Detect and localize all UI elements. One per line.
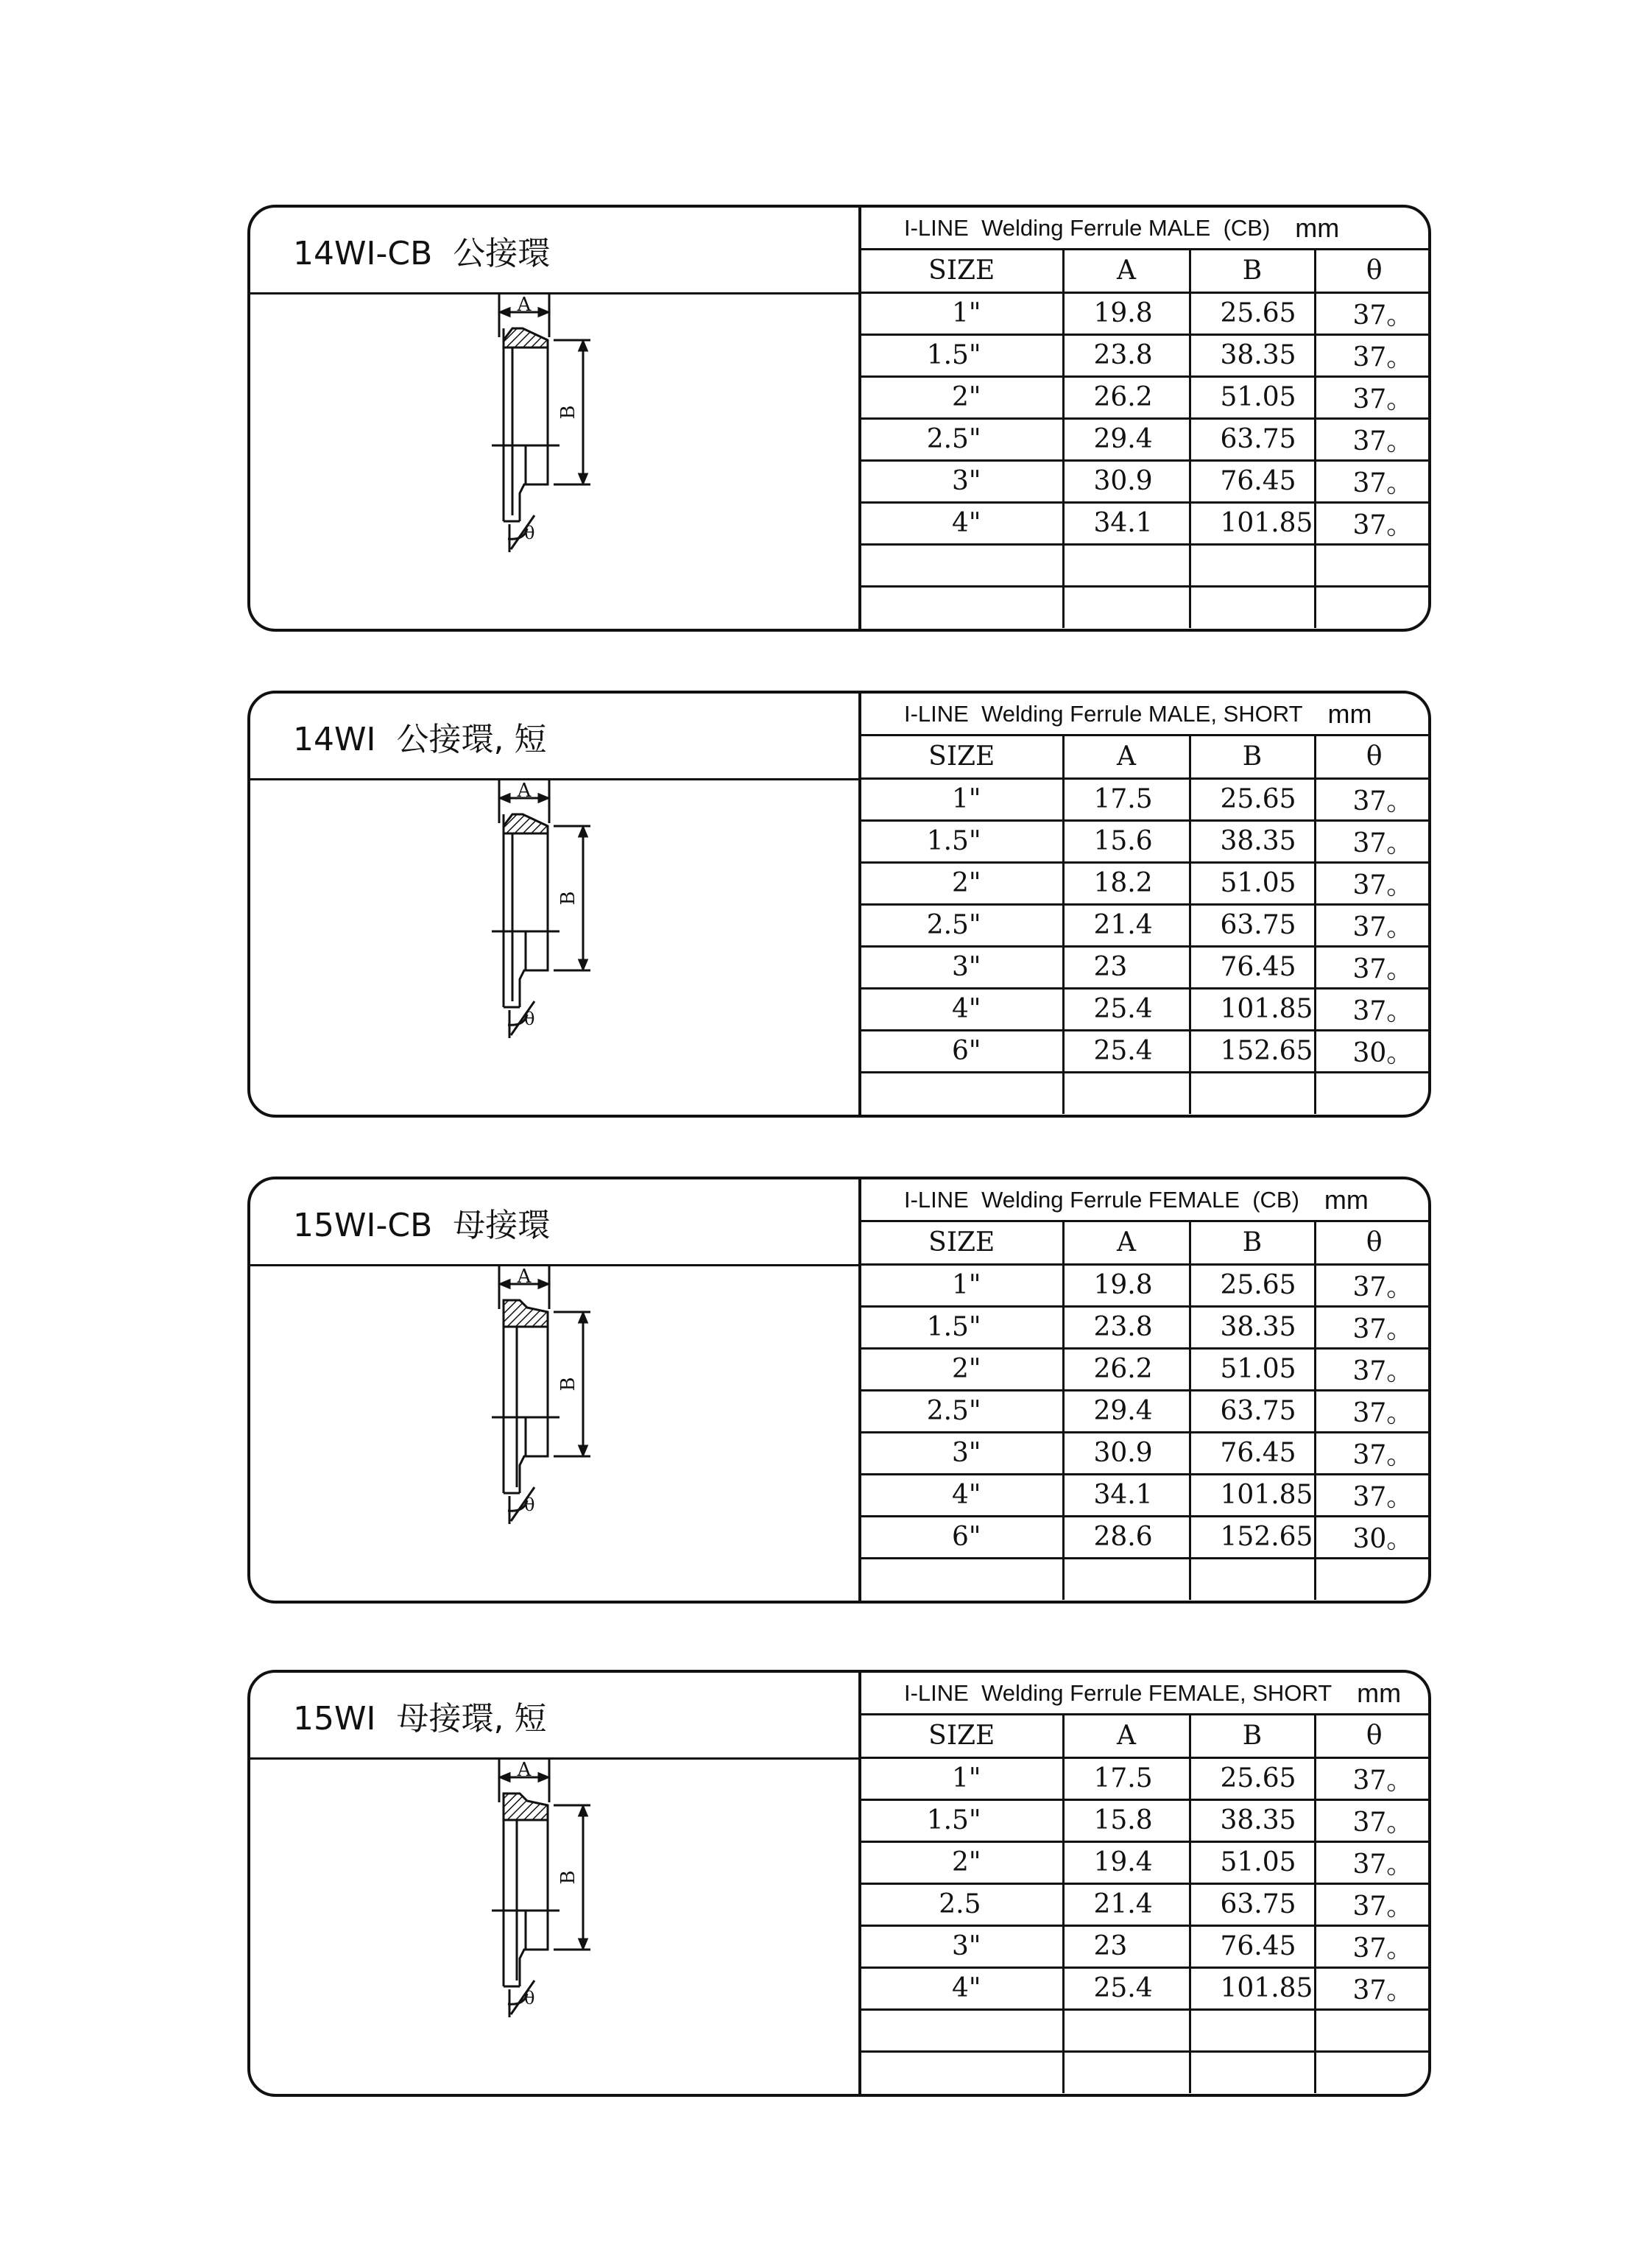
ferrule-drawing <box>250 1760 860 2097</box>
a-cell: 15.6 <box>1063 820 1190 862</box>
unit-label: mm <box>1295 212 1340 243</box>
product-card-15wi <box>247 1670 1431 2097</box>
a-cell: 15.8 <box>1063 1799 1190 1841</box>
table-row <box>861 1348 1431 1390</box>
theta-header: θ <box>1315 736 1431 778</box>
table-row <box>861 586 1431 628</box>
size-cell: 4" <box>861 1474 1063 1516</box>
spec-table-panel <box>858 694 1428 1115</box>
size-cell <box>861 1558 1063 1600</box>
b-cell: 63.75 <box>1190 1883 1315 1925</box>
size-cell <box>861 2009 1063 2051</box>
theta-cell: 37。 <box>1315 1474 1431 1516</box>
size-cell: 4" <box>861 1967 1063 2009</box>
dim-b-label: B <box>557 1870 579 1885</box>
ferrule-cross-section <box>250 780 860 1118</box>
theta-cell: 37。 <box>1315 376 1431 418</box>
table-header-row <box>861 250 1431 292</box>
spec-title <box>861 208 1428 250</box>
theta-cell: 37。 <box>1315 820 1431 862</box>
ferrule-drawing <box>250 294 860 632</box>
b-cell: 76.45 <box>1190 460 1315 502</box>
table-row <box>861 862 1431 904</box>
b-cell <box>1190 1558 1315 1600</box>
table-row <box>861 544 1431 586</box>
size-cell: 2.5" <box>861 1390 1063 1432</box>
a-cell: 19.4 <box>1063 1841 1190 1883</box>
table-row <box>861 460 1431 502</box>
size-cell: 1.5" <box>861 820 1063 862</box>
product-card-15wi-cb <box>247 1177 1431 1604</box>
b-header: B <box>1190 736 1315 778</box>
size-header: SIZE <box>861 1222 1063 1264</box>
table-row <box>861 418 1431 460</box>
body-right-edge <box>520 826 548 1007</box>
spec-table-panel <box>858 208 1428 629</box>
b-cell: 101.85 <box>1190 1474 1315 1516</box>
size-cell: 3" <box>861 946 1063 988</box>
b-cell: 25.65 <box>1190 1757 1315 1799</box>
size-cell: 1" <box>861 1264 1063 1306</box>
theta-cell: 37。 <box>1315 862 1431 904</box>
table-row <box>861 502 1431 544</box>
b-cell: 101.85 <box>1190 988 1315 1030</box>
theta-cell: 37。 <box>1315 1841 1431 1883</box>
table-row <box>861 820 1431 862</box>
size-cell: 1" <box>861 778 1063 820</box>
a-cell: 25.4 <box>1063 1030 1190 1072</box>
theta-label: θ <box>524 1988 535 2008</box>
table-header-row <box>861 1715 1431 1757</box>
flange-hatch <box>504 1300 548 1327</box>
table-row <box>861 988 1431 1030</box>
size-cell: 1" <box>861 292 1063 334</box>
dim-b-label: B <box>557 1377 579 1391</box>
product-title: 15WI-CB 母接環 <box>250 1179 860 1266</box>
theta-cell: 37。 <box>1315 946 1431 988</box>
table-row <box>861 1264 1431 1306</box>
theta-cell: 37。 <box>1315 334 1431 376</box>
table-header-row <box>861 736 1431 778</box>
b-cell: 101.85 <box>1190 502 1315 544</box>
a-cell: 26.2 <box>1063 376 1190 418</box>
b-header: B <box>1190 1222 1315 1264</box>
size-header: SIZE <box>861 736 1063 778</box>
size-cell <box>861 544 1063 586</box>
theta-cell: 37。 <box>1315 418 1431 460</box>
a-cell: 28.6 <box>1063 1516 1190 1558</box>
size-cell: 1.5" <box>861 1799 1063 1841</box>
ferrule-cross-section <box>250 1266 860 1604</box>
table-row <box>861 292 1431 334</box>
size-cell: 1.5" <box>861 1306 1063 1348</box>
b-cell: 63.75 <box>1190 418 1315 460</box>
table-row <box>861 1390 1431 1432</box>
theta-cell: 37。 <box>1315 1390 1431 1432</box>
unit-label: mm <box>1327 698 1372 729</box>
unit-label: mm <box>1324 1184 1369 1215</box>
size-cell <box>861 2051 1063 2093</box>
b-cell: 25.65 <box>1190 292 1315 334</box>
theta-header: θ <box>1315 1222 1431 1264</box>
theta-cell: 37。 <box>1315 1432 1431 1474</box>
table-row <box>861 946 1431 988</box>
theta-cell <box>1315 2051 1431 2093</box>
size-cell <box>861 1072 1063 1114</box>
table-row <box>861 1030 1431 1072</box>
a-cell <box>1063 544 1190 586</box>
body-right-edge <box>520 340 548 521</box>
size-cell: 4" <box>861 502 1063 544</box>
b-cell: 38.35 <box>1190 820 1315 862</box>
theta-cell: 37。 <box>1315 1306 1431 1348</box>
table-row <box>861 1474 1431 1516</box>
theta-cell: 37。 <box>1315 1757 1431 1799</box>
b-cell <box>1190 586 1315 628</box>
a-cell: 23.8 <box>1063 1306 1190 1348</box>
table-row <box>861 2051 1431 2093</box>
b-cell: 38.35 <box>1190 1306 1315 1348</box>
theta-cell: 37。 <box>1315 1883 1431 1925</box>
b-cell: 152.65 <box>1190 1516 1315 1558</box>
size-cell: 6" <box>861 1030 1063 1072</box>
product-card-14wi-cb <box>247 205 1431 632</box>
theta-cell <box>1315 544 1431 586</box>
size-cell: 2" <box>861 1348 1063 1390</box>
spec-title <box>861 1673 1428 1715</box>
body-right-edge <box>520 1805 548 1986</box>
size-cell: 1" <box>861 1757 1063 1799</box>
b-cell: 51.05 <box>1190 1348 1315 1390</box>
size-cell: 1.5" <box>861 334 1063 376</box>
dim-a-label: A <box>517 780 532 802</box>
spec-table <box>861 736 1431 1114</box>
a-cell: 23.8 <box>1063 334 1190 376</box>
table-row <box>861 1757 1431 1799</box>
spec-title-text: I-LINE Welding Ferrule FEMALE, SHORT <box>904 1679 1332 1706</box>
size-cell: 2.5 <box>861 1883 1063 1925</box>
b-cell <box>1190 2009 1315 2051</box>
theta-header: θ <box>1315 1715 1431 1757</box>
b-cell: 51.05 <box>1190 862 1315 904</box>
theta-cell: 37。 <box>1315 778 1431 820</box>
ferrule-drawing <box>250 780 860 1118</box>
dim-a-label: A <box>517 294 532 316</box>
table-row <box>861 1841 1431 1883</box>
a-cell: 26.2 <box>1063 1348 1190 1390</box>
size-cell: 3" <box>861 1925 1063 1967</box>
size-header: SIZE <box>861 250 1063 292</box>
theta-cell: 30。 <box>1315 1030 1431 1072</box>
spec-table <box>861 250 1431 628</box>
size-cell: 2.5" <box>861 904 1063 946</box>
theta-cell: 37。 <box>1315 292 1431 334</box>
table-row <box>861 1883 1431 1925</box>
spec-title-text: I-LINE Welding Ferrule MALE, SHORT <box>904 700 1303 727</box>
spec-table <box>861 1222 1431 1600</box>
theta-cell: 37。 <box>1315 1799 1431 1841</box>
b-cell: 25.65 <box>1190 778 1315 820</box>
flange-hatch <box>504 1793 548 1820</box>
a-cell <box>1063 1558 1190 1600</box>
theta-cell: 37。 <box>1315 904 1431 946</box>
a-cell <box>1063 586 1190 628</box>
a-header: A <box>1063 1222 1190 1264</box>
product-title: 14WI-CB 公接環 <box>250 208 860 294</box>
theta-header: θ <box>1315 250 1431 292</box>
table-header-row <box>861 1222 1431 1264</box>
table-row <box>861 1925 1431 1967</box>
theta-cell: 37。 <box>1315 988 1431 1030</box>
dim-a-label: A <box>517 1760 532 1781</box>
table-row <box>861 1799 1431 1841</box>
product-title: 15WI 母接環, 短 <box>250 1673 860 1760</box>
b-cell: 63.75 <box>1190 904 1315 946</box>
a-cell <box>1063 2009 1190 2051</box>
a-cell: 18.2 <box>1063 862 1190 904</box>
b-cell: 38.35 <box>1190 1799 1315 1841</box>
table-row <box>861 1432 1431 1474</box>
theta-cell: 37。 <box>1315 1264 1431 1306</box>
theta-cell <box>1315 1558 1431 1600</box>
a-cell: 25.4 <box>1063 1967 1190 2009</box>
ferrule-cross-section <box>250 1760 860 2097</box>
a-header: A <box>1063 736 1190 778</box>
a-cell <box>1063 2051 1190 2093</box>
spec-title <box>861 694 1428 736</box>
table-row <box>861 904 1431 946</box>
spec-title-text: I-LINE Welding Ferrule MALE (CB) <box>904 214 1271 241</box>
b-cell: 51.05 <box>1190 1841 1315 1883</box>
a-cell: 17.5 <box>1063 1757 1190 1799</box>
a-cell: 23 <box>1063 1925 1190 1967</box>
b-cell <box>1190 1072 1315 1114</box>
b-cell: 63.75 <box>1190 1390 1315 1432</box>
a-header: A <box>1063 250 1190 292</box>
ferrule-drawing <box>250 1266 860 1604</box>
table-row <box>861 778 1431 820</box>
size-header: SIZE <box>861 1715 1063 1757</box>
b-cell: 76.45 <box>1190 1925 1315 1967</box>
theta-cell: 37。 <box>1315 1925 1431 1967</box>
size-cell: 2" <box>861 376 1063 418</box>
spec-title <box>861 1179 1428 1222</box>
theta-label: θ <box>524 1009 535 1029</box>
table-row <box>861 376 1431 418</box>
b-header: B <box>1190 250 1315 292</box>
table-row <box>861 1306 1431 1348</box>
theta-cell: 37。 <box>1315 1348 1431 1390</box>
theta-cell: 30。 <box>1315 1516 1431 1558</box>
size-cell: 2" <box>861 1841 1063 1883</box>
a-cell: 30.9 <box>1063 460 1190 502</box>
theta-cell: 37。 <box>1315 502 1431 544</box>
theta-cell <box>1315 1072 1431 1114</box>
a-cell: 21.4 <box>1063 904 1190 946</box>
size-cell: 6" <box>861 1516 1063 1558</box>
a-cell: 25.4 <box>1063 988 1190 1030</box>
dim-b-label: B <box>557 405 579 420</box>
a-cell: 23 <box>1063 946 1190 988</box>
b-header: B <box>1190 1715 1315 1757</box>
size-cell: 2.5" <box>861 418 1063 460</box>
a-cell: 29.4 <box>1063 418 1190 460</box>
a-cell: 30.9 <box>1063 1432 1190 1474</box>
size-cell <box>861 586 1063 628</box>
dim-a-label: A <box>517 1266 532 1288</box>
table-row <box>861 1516 1431 1558</box>
ferrule-cross-section <box>250 294 860 632</box>
size-cell: 3" <box>861 460 1063 502</box>
spec-table-panel <box>858 1673 1428 2094</box>
theta-label: θ <box>524 523 535 543</box>
b-cell <box>1190 544 1315 586</box>
theta-label: θ <box>524 1495 535 1515</box>
b-cell: 101.85 <box>1190 1967 1315 2009</box>
size-cell: 4" <box>861 988 1063 1030</box>
size-cell: 2" <box>861 862 1063 904</box>
a-cell: 29.4 <box>1063 1390 1190 1432</box>
spec-title-text: I-LINE Welding Ferrule FEMALE (CB) <box>904 1186 1299 1213</box>
theta-cell: 37。 <box>1315 460 1431 502</box>
b-cell: 76.45 <box>1190 1432 1315 1474</box>
b-cell: 25.65 <box>1190 1264 1315 1306</box>
product-card-14wi <box>247 691 1431 1118</box>
a-cell: 19.8 <box>1063 1264 1190 1306</box>
table-row <box>861 2009 1431 2051</box>
theta-cell: 37。 <box>1315 1967 1431 2009</box>
spec-table <box>861 1715 1431 2093</box>
b-cell: 51.05 <box>1190 376 1315 418</box>
a-cell: 34.1 <box>1063 1474 1190 1516</box>
b-cell: 152.65 <box>1190 1030 1315 1072</box>
theta-cell <box>1315 2009 1431 2051</box>
dim-b-label: B <box>557 891 579 906</box>
table-row <box>861 1072 1431 1114</box>
a-cell <box>1063 1072 1190 1114</box>
b-cell: 38.35 <box>1190 334 1315 376</box>
a-header: A <box>1063 1715 1190 1757</box>
table-row <box>861 1558 1431 1600</box>
b-cell <box>1190 2051 1315 2093</box>
unit-label: mm <box>1357 1677 1402 1708</box>
a-cell: 21.4 <box>1063 1883 1190 1925</box>
a-cell: 19.8 <box>1063 292 1190 334</box>
spec-table-panel <box>858 1179 1428 1601</box>
flange-hatch <box>504 814 548 833</box>
a-cell: 17.5 <box>1063 778 1190 820</box>
size-cell: 3" <box>861 1432 1063 1474</box>
table-row <box>861 1967 1431 2009</box>
table-row <box>861 334 1431 376</box>
theta-cell <box>1315 586 1431 628</box>
product-title: 14WI 公接環, 短 <box>250 694 860 780</box>
b-cell: 76.45 <box>1190 946 1315 988</box>
body-right-edge <box>520 1312 548 1493</box>
a-cell: 34.1 <box>1063 502 1190 544</box>
flange-hatch <box>504 328 548 348</box>
